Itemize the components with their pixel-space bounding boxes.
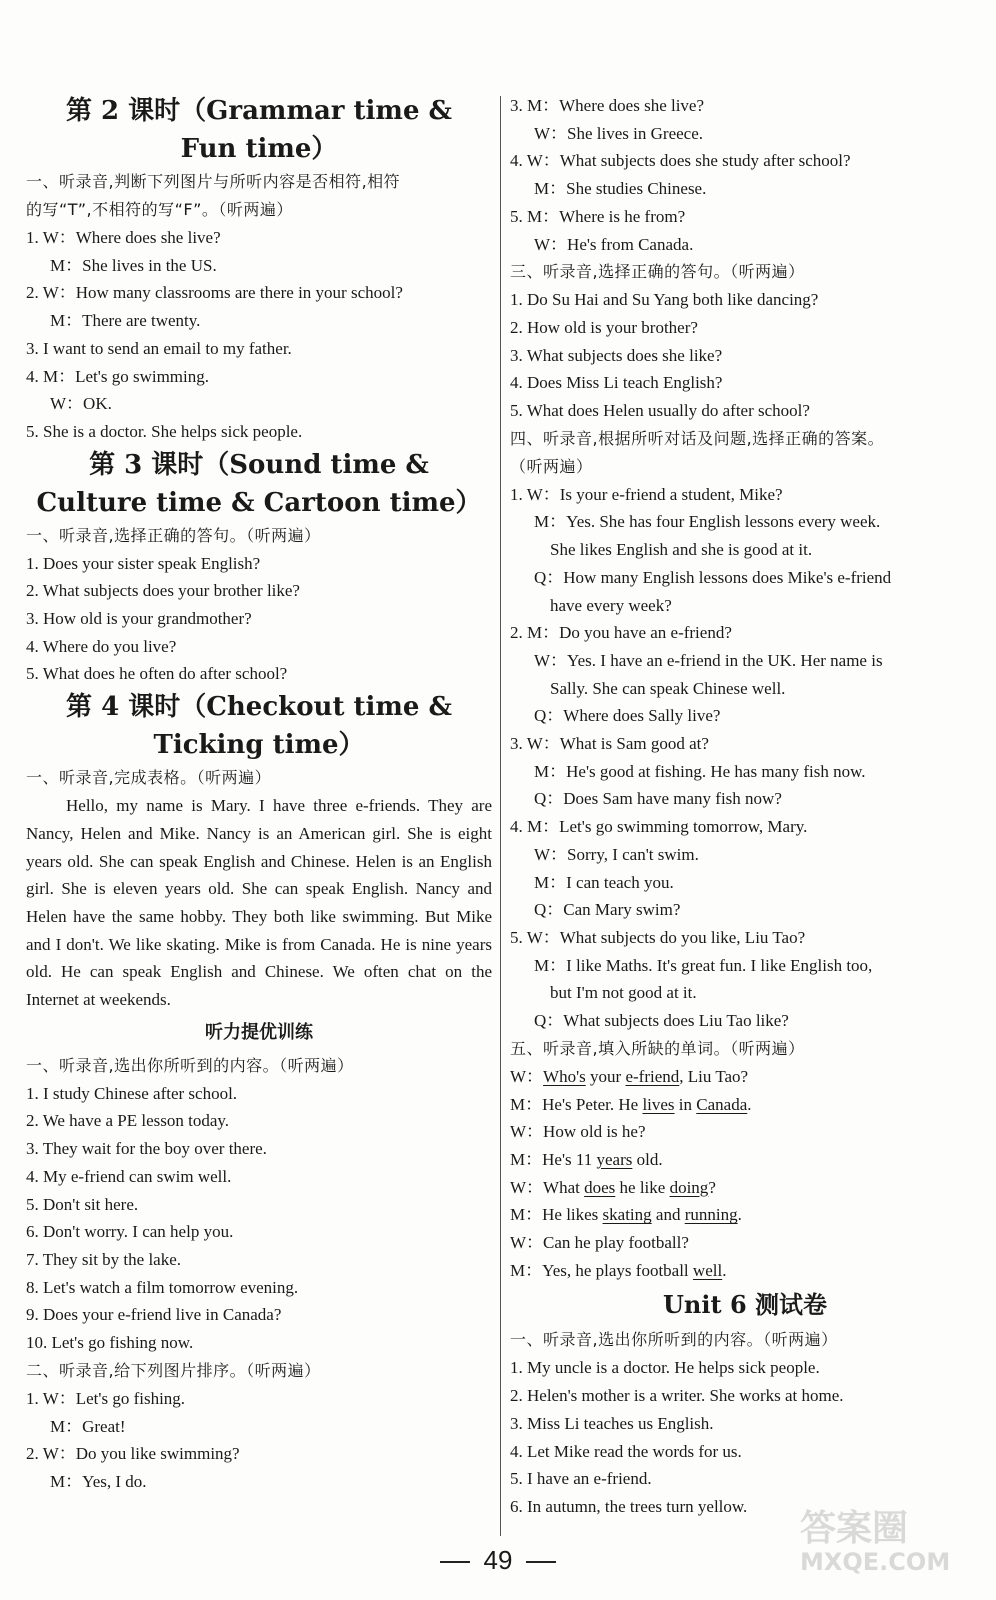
script-line: 2. W：Do you like swimming? — [26, 1444, 240, 1464]
script-line: M：He's good at fishing. He has many fish now. — [534, 761, 866, 781]
answer-word: lives — [642, 1094, 675, 1114]
answer-word: doing — [669, 1177, 709, 1197]
script-line: M：She studies Chinese. — [534, 179, 707, 199]
text: M：He likes — [510, 1205, 603, 1225]
lesson-3-q1-header: 一、听录音,选择正确的答句。（听两遍） — [26, 525, 321, 545]
q4-header: 四、听录音,根据所听对话及问题,选择正确的答案。 — [510, 428, 885, 448]
right-column — [510, 92, 980, 1521]
lesson-3-title-line2: Culture time & Cartoon time） — [36, 487, 482, 518]
script-line: Q：What subjects does Liu Tao like? — [534, 1011, 789, 1031]
text: ? — [708, 1177, 716, 1197]
script-line: 5. What does Helen usually do after school? — [510, 401, 810, 421]
fill-line — [510, 1118, 980, 1146]
answer-word: skating — [602, 1205, 652, 1225]
script-line: 5. W：What subjects do you like, Liu Tao? — [510, 927, 806, 947]
unit-6-title: Unit 6 测试卷 — [663, 1290, 827, 1320]
text: he like — [615, 1177, 670, 1197]
text: W：What — [510, 1177, 585, 1197]
fill-line — [510, 1174, 980, 1202]
answer-word: Who's — [543, 1066, 586, 1086]
script-line: 1. Does your sister speak English? — [26, 553, 261, 573]
script-line: 3. M：Where does she live? — [510, 96, 705, 115]
script-line: 1. I study Chinese after school. — [26, 1083, 238, 1103]
script-line: but I'm not good at it. — [550, 983, 697, 1003]
left-column — [26, 92, 492, 1496]
lesson-2-q1-header: 一、听录音,判断下列图片与所听内容是否相符,相符 — [26, 172, 401, 191]
script-line: 3. W：What is Sam good at? — [510, 734, 709, 754]
script-line: W：He's from Canada. — [534, 234, 694, 254]
dash-left — [440, 1561, 470, 1563]
script-line: 6. Don't worry. I can help you. — [26, 1222, 234, 1242]
text: . — [722, 1260, 727, 1280]
lesson-2-title-line2: Fun time） — [180, 134, 338, 164]
script-line: 5. M：Where is he from? — [510, 206, 686, 226]
answer-word: running — [684, 1205, 738, 1225]
script-line: M：Yes, I do. — [50, 1471, 147, 1491]
answer-word: does — [584, 1177, 616, 1197]
q4-header-cont: （听两遍） — [510, 456, 593, 476]
unit-6-q1-header: 一、听录音,选出你所听到的内容。（听两遍） — [510, 1330, 838, 1350]
dash-right — [526, 1561, 556, 1563]
script-line: Q：Does Sam have many fish now? — [534, 789, 782, 809]
text: M：He's Peter. He — [510, 1094, 643, 1114]
script-line: W：Sorry, I can't swim. — [534, 844, 699, 864]
script-line: M：I can teach you. — [534, 872, 674, 892]
lesson-3-title-line1: 第 3 课时（Sound time & — [89, 449, 429, 480]
text: and — [651, 1205, 685, 1225]
fill-line — [510, 1146, 980, 1174]
script-line: W：Yes. I have an e-friend in the UK. Her name is — [534, 650, 883, 670]
script-line: 5. I have an e-friend. — [510, 1469, 652, 1489]
script-line: 2. Helen's mother is a writer. She works at home. — [510, 1386, 844, 1406]
script-line: 5. Don't sit here. — [26, 1194, 139, 1214]
mary-paragraph: Hello, my name is Mary. I have three e-friends. They are Nancy, Helen and Mike. Nancy is an American girl. She is eight years old. She can speak English and Chinese. Helen is an English girl. She is eleven years old. She can speak English. Nancy and Helen have the same hobby. They both like swimming. But Mike and I don't. We like skating. Mike is from Canada. He is nine years old. He can speak English and Chinese. We often chat on the Internet at weekends. — [26, 796, 492, 1010]
lesson-4-title-line2: Ticking time） — [153, 730, 365, 761]
script-line: 1. W：Let's go fishing. — [26, 1388, 186, 1408]
text: W： — [510, 1066, 544, 1086]
text: . — [737, 1205, 742, 1225]
text: old. — [632, 1149, 663, 1169]
watermark-url: MXQE.COM — [800, 1548, 951, 1576]
answer-word: years — [596, 1149, 633, 1169]
lesson-2-q1-header-cont: 的写“T”,不相符的写“F”。（听两遍） — [26, 200, 293, 219]
script-line: 3. I want to send an email to my father. — [26, 338, 292, 358]
lesson-2-title-line1: 第 2 课时（Grammar time & — [65, 96, 453, 126]
script-line: 2. How old is your brother? — [510, 317, 698, 337]
script-line: M：Yes. She has four English lessons every week. — [534, 512, 881, 532]
script-line: 3. They wait for the boy over there. — [26, 1139, 267, 1159]
script-line: Q：How many English lessons does Mike's e-friend — [534, 567, 892, 587]
text: M：He's 11 — [510, 1149, 597, 1169]
lesson-4-q1-header: 一、听录音,完成表格。（听两遍） — [26, 768, 272, 788]
text: . — [747, 1094, 752, 1114]
script-line: have every week? — [550, 595, 672, 615]
script-line: 4. Let Mike read the words for us. — [510, 1441, 742, 1461]
q5-header: 五、听录音,填入所缺的单词。（听两遍） — [510, 1038, 805, 1058]
text: W：How old is he? — [510, 1122, 646, 1142]
script-line: W：OK. — [50, 394, 112, 414]
script-line: 2. W：How many classrooms are there in your school? — [26, 283, 403, 303]
script-line: 3. What subjects does she like? — [510, 345, 723, 365]
script-line: 2. We have a PE lesson today. — [26, 1111, 230, 1131]
script-line: 1. My uncle is a doctor. He helps sick people. — [510, 1358, 820, 1378]
script-line: 2. What subjects does your brother like? — [26, 581, 300, 601]
script-line: 5. What does he often do after school? — [26, 664, 288, 684]
fill-line — [510, 1201, 980, 1229]
script-line: W：She lives in Greece. — [534, 123, 703, 143]
script-line: Sally. She can speak Chinese well. — [550, 678, 786, 698]
fill-line — [510, 1229, 980, 1257]
text: M：Yes, he plays football — [510, 1260, 693, 1280]
script-line: M：I like Maths. It's great fun. I like English too, — [534, 955, 873, 975]
q3-header: 三、听录音,选择正确的答句。（听两遍） — [510, 262, 805, 282]
script-line: 4. Does Miss Li teach English? — [510, 373, 723, 393]
fill-line — [510, 1063, 980, 1091]
script-line: 8. Let's watch a film tomorrow evening. — [26, 1277, 299, 1297]
text: , Liu Tao? — [679, 1066, 749, 1086]
text: in — [674, 1094, 697, 1114]
script-line: 5. She is a doctor. She helps sick people. — [26, 421, 303, 441]
script-line: 4. W：What subjects does she study after school? — [510, 151, 851, 171]
script-line: 1. W：Where does she live? — [26, 228, 221, 247]
script-line: 7. They sit by the lake. — [26, 1249, 182, 1269]
script-line: 4. My e-friend can swim well. — [26, 1166, 232, 1186]
script-line: 1. W：Is your e-friend a student, Mike? — [510, 484, 783, 504]
column-divider — [500, 96, 501, 1536]
script-line: 4. M：Let's go swimming. — [26, 366, 209, 386]
text: your — [585, 1066, 626, 1086]
script-line: 6. In autumn, the trees turn yellow. — [510, 1496, 748, 1516]
script-line: 9. Does your e-friend live in Canada? — [26, 1305, 282, 1325]
lesson-4-title-line1: 第 4 课时（Checkout time & — [66, 692, 452, 723]
page-number-text: 49 — [483, 1545, 513, 1575]
script-line: 10. Let's go fishing now. — [26, 1333, 194, 1353]
script-line: 1. Do Su Hai and Su Yang both like dancing? — [510, 290, 819, 310]
script-line: She likes English and she is good at it. — [550, 540, 813, 560]
fill-line — [510, 1091, 980, 1119]
script-line: M：Great! — [50, 1416, 126, 1436]
script-line: 3. Miss Li teaches us English. — [510, 1413, 714, 1433]
script-line: 2. M：Do you have an e-friend? — [510, 623, 732, 643]
script-line: 3. How old is your grandmother? — [26, 609, 252, 629]
watermark-logo: 答案圈 — [800, 1508, 909, 1549]
script-line: 4. Where do you live? — [26, 636, 177, 656]
script-line: 4. M：Let's go swimming tomorrow, Mary. — [510, 817, 808, 837]
script-line: M：She lives in the US. — [50, 255, 217, 275]
text: W：Can he play football? — [510, 1233, 689, 1253]
script-line: Q：Where does Sally live? — [534, 706, 721, 726]
practice-q1-header: 一、听录音,选出你所听到的内容。（听两遍） — [26, 1055, 354, 1075]
fill-line — [510, 1257, 980, 1285]
answer-word: well — [692, 1260, 723, 1280]
answer-word: e-friend — [625, 1066, 680, 1086]
practice-title: 听力提优训练 — [205, 1021, 313, 1043]
script-line: M：There are twenty. — [50, 311, 201, 331]
answer-word: Canada — [696, 1094, 748, 1114]
script-line: Q：Can Mary swim? — [534, 900, 681, 920]
practice-q2-header: 二、听录音,给下列图片排序。（听两遍） — [26, 1360, 321, 1380]
